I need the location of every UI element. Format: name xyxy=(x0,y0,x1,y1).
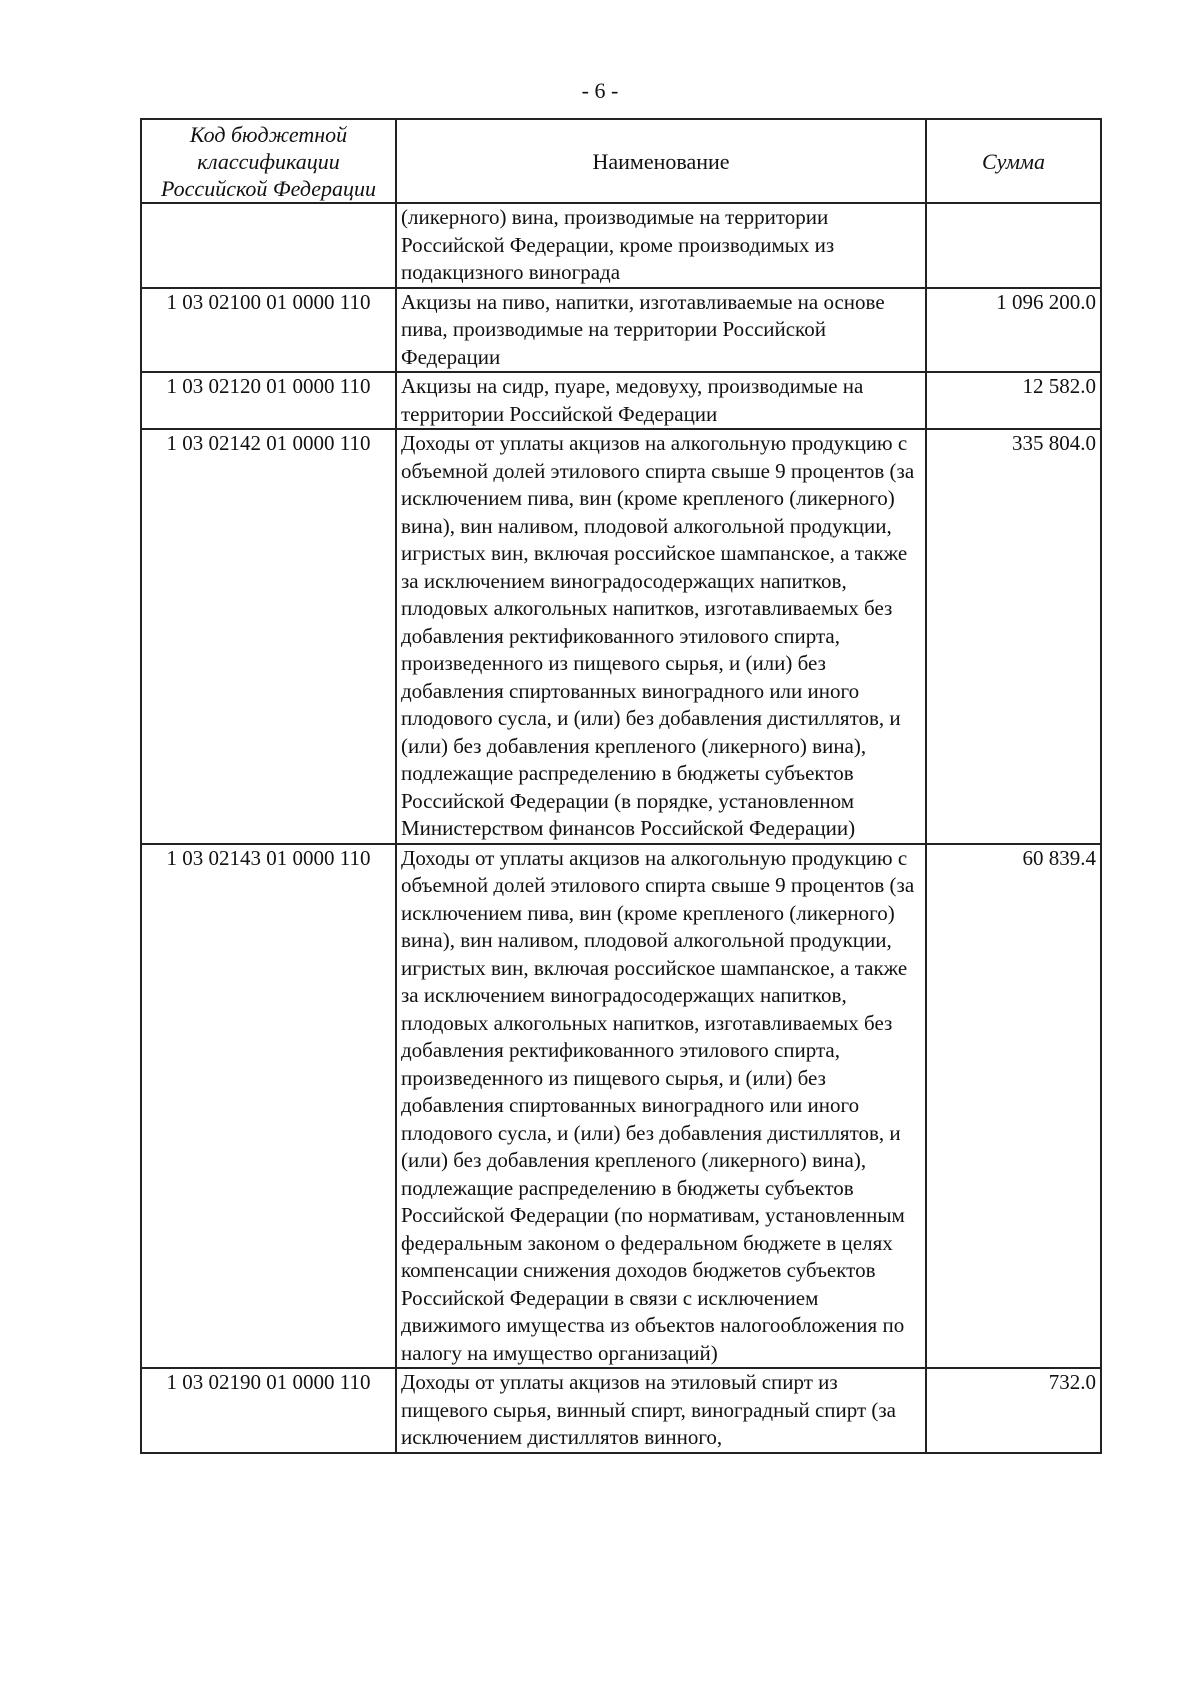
header-sum: Сумма xyxy=(926,119,1101,203)
row-code: 1 03 02143 01 0000 110 xyxy=(141,844,396,1369)
row-sum: 1 096 200.0 xyxy=(926,288,1101,373)
table-row xyxy=(141,288,1101,373)
row-name: Акцизы на пиво, напитки, изготавливаемые на основе пива, производимые на территории Российской Федерации xyxy=(396,288,926,373)
row-name: Доходы от уплаты акцизов на алкогольную продукцию с объемной долей этилового спирта свыше 9 процентов (за исключением пива, вин (кроме крепленого (ликерного) вина), вин наливом, плодовой алкогольной продукции, игристых вин, включая российское шампанское, а также за исключением виноградосодержащих напитков, плодовых алкогольных напитков, изготавливаемых без добавления ректификованного этилового спирта, произведенного из пищевого сырья, и (или) без добавления спиртованных виноградного или иного плодового сусла, и (или) без добавления дистиллятов, и (или) без добавления крепленого (ликерного) вина), подлежащие распределению в бюджеты субъектов Российской Федерации (в порядке, установленном Министерством финансов Российской Федерации) xyxy=(396,429,926,844)
row-name: Доходы от уплаты акцизов на алкогольную продукцию с объемной долей этилового спирта свыше 9 процентов (за исключением пива, вин (кроме крепленого (ликерного) вина), вин наливом, плодовой алкогольной продукции, игристых вин, включая российское шампанское, а также за исключением виноградосодержащих напитков, плодовых алкогольных напитков, изготавливаемых без добавления ректификованного этилового спирта, произведенного из пищевого сырья, и (или) без добавления спиртованных виноградного или иного плодового сусла, и (или) без добавления дистиллятов, и (или) без добавления крепленого (ликерного) вина), подлежащие распределению в бюджеты субъектов Российской Федерации (по нормативам, установленным федеральным законом о федеральном бюджете в целях компенсации снижения доходов бюджетов субъектов Российской Федерации в связи с исключением движимого имущества из объектов налогообложения по налогу на имущество организаций) xyxy=(396,844,926,1369)
row-code: 1 03 02142 01 0000 110 xyxy=(141,429,396,844)
header-code: Код бюджетной классификации Российской Федерации xyxy=(141,119,396,203)
row-sum: 732.0 xyxy=(926,1368,1101,1453)
table-row xyxy=(141,372,1101,429)
row-code xyxy=(141,203,396,288)
row-sum xyxy=(926,203,1101,288)
table-row xyxy=(141,844,1101,1369)
row-sum: 335 804.0 xyxy=(926,429,1101,844)
table-row xyxy=(141,429,1101,844)
row-code: 1 03 02120 01 0000 110 xyxy=(141,372,396,429)
table-row xyxy=(141,1368,1101,1453)
row-code: 1 03 02100 01 0000 110 xyxy=(141,288,396,373)
header-name: Наименование xyxy=(396,119,926,203)
page-number: - 6 - xyxy=(581,78,619,103)
row-code: 1 03 02190 01 0000 110 xyxy=(141,1368,396,1453)
row-sum: 12 582.0 xyxy=(926,372,1101,429)
row-name: Акцизы на сидр, пуаре, медовуху, производимые на территории Российской Федерации xyxy=(396,372,926,429)
table-row xyxy=(141,203,1101,288)
budget-classification-table xyxy=(140,118,1102,1454)
row-name: (ликерного) вина, производимые на территории Российской Федерации, кроме производимых из подакцизного винограда xyxy=(396,203,926,288)
row-name: Доходы от уплаты акцизов на этиловый спирт из пищевого сырья, винный спирт, виноградный спирт (за исключением дистиллятов винного, xyxy=(396,1368,926,1453)
row-sum: 60 839.4 xyxy=(926,844,1101,1369)
table-header-row xyxy=(141,119,1101,203)
